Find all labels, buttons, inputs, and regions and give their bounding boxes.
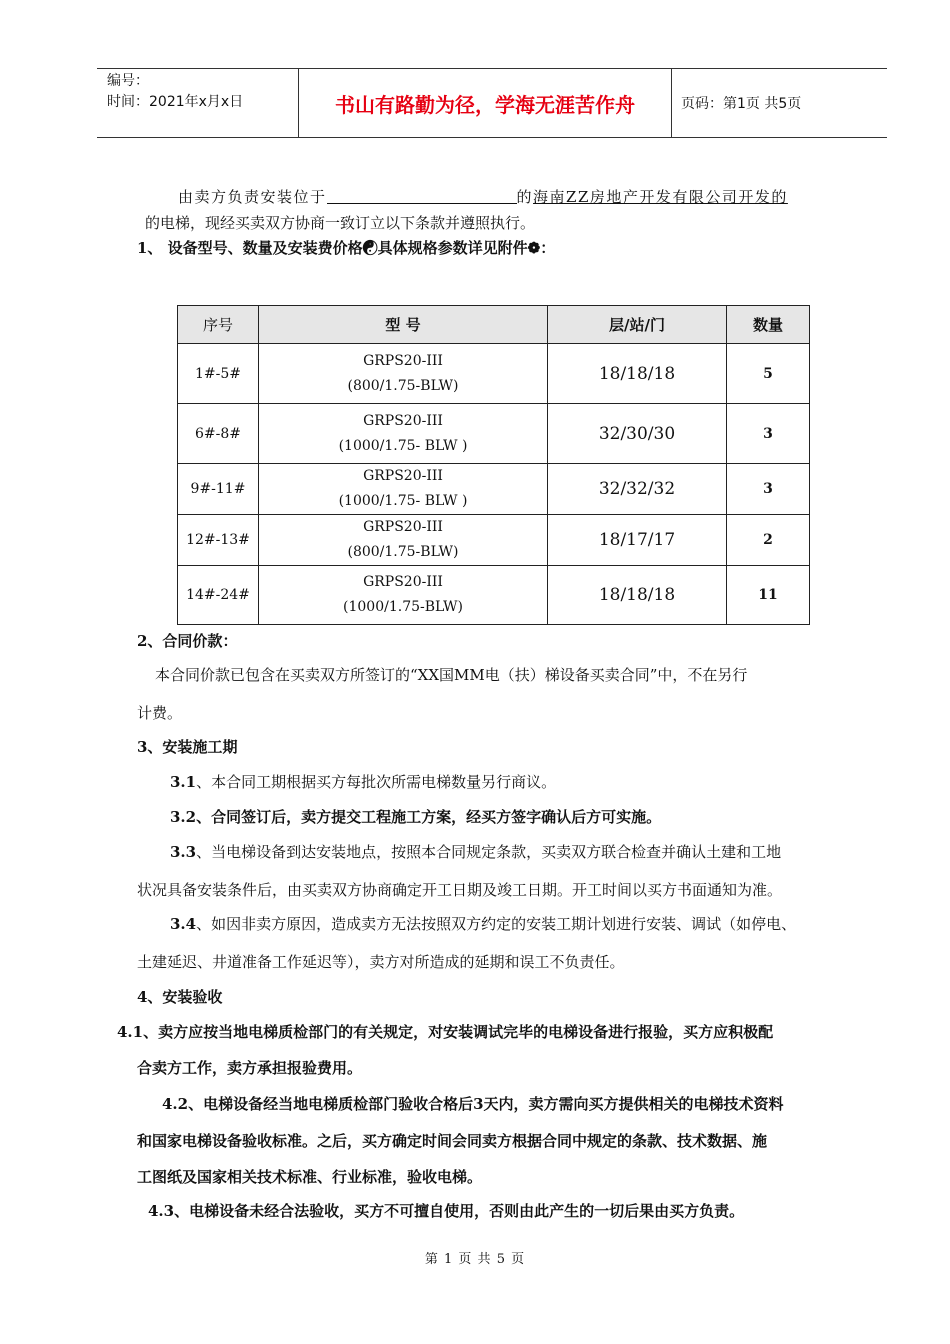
section-2-text-cont: 计费。 bbox=[137, 704, 183, 722]
row-floors: 32/30/30 bbox=[548, 404, 727, 464]
intro-line-1: 由卖方负责安装位于 的海南ZZ房地产开发有限公司开发的 bbox=[178, 188, 788, 206]
clause-4-2-cont2: 工图纸及国家相关技术标准、行业标准，验收电梯。 bbox=[137, 1168, 483, 1186]
section-1-title: 1、 设备型号、数量及安装费价格☯具体规格参数详见附件❁： bbox=[137, 239, 556, 257]
row-qty: 3 bbox=[727, 464, 810, 515]
row-no: 6#-8# bbox=[178, 404, 259, 464]
table-row bbox=[178, 344, 810, 404]
section-3-title: 3、安装施工期 bbox=[137, 738, 238, 756]
header-meta bbox=[97, 69, 299, 137]
clause-3-3-cont: 状况具备安装条件后，由买卖双方协商确定开工日期及竣工日期。开工时间以买方书面通知为准。 bbox=[137, 881, 783, 899]
row-qty: 11 bbox=[727, 566, 810, 625]
clause-3-2: 3.2、合同签订后，卖方提交工程施工方案，经买方签字确认后方可实施。 bbox=[170, 808, 662, 826]
row-model: GRPS20-III (1000/1.75- BLW ) bbox=[259, 464, 548, 515]
header-no: 序号 bbox=[178, 306, 259, 344]
elevator-spec-table bbox=[177, 305, 810, 625]
row-no: 1#-5# bbox=[178, 344, 259, 404]
table-row bbox=[178, 464, 810, 515]
row-no: 9#-11# bbox=[178, 464, 259, 515]
section-2-title: 2、合同价款： bbox=[137, 632, 238, 650]
clause-4-1-cont: 合卖方工作，卖方承担报验费用。 bbox=[137, 1059, 363, 1077]
row-no: 12#-13# bbox=[178, 515, 259, 566]
clause-3-3: 3.3、当电梯设备到达安装地点，按照本合同规定条款，买卖双方联合检查并确认土建和工地 bbox=[170, 843, 782, 861]
developer-name: 海南ZZ房地产开发有限公司开发的 bbox=[533, 188, 788, 206]
row-model: GRPS20-III (1000/1.75-BLW) bbox=[259, 566, 548, 625]
intro-line-2: 的电梯，现经买卖双方协商一致订立以下条款并遵照执行。 bbox=[145, 214, 536, 232]
header-floors: 层/站/门 bbox=[548, 306, 727, 344]
clause-3-4-cont: 土建延迟、井道准备工作延迟等），卖方对所造成的延期和误工不负责任。 bbox=[137, 953, 625, 971]
row-qty: 2 bbox=[727, 515, 810, 566]
row-floors: 32/32/32 bbox=[548, 464, 727, 515]
header-qty: 数量 bbox=[727, 306, 810, 344]
clause-4-3: 4.3、电梯设备未经合法验收，买方不可擅自使用，否则由此产生的一切后果由买方负责。 bbox=[148, 1202, 745, 1220]
clause-3-4: 3.4、如因非卖方原因，造成卖方无法按照双方约定的安装工期计划进行安装、调试（如停电、 bbox=[170, 915, 797, 933]
section-2-text: 本合同价款已包含在买卖双方所签订的“XX国MM电（扶）梯设备买卖合同”中，不在另行 bbox=[155, 666, 748, 684]
page-footer: 第 1 页 共 5 页 bbox=[424, 1252, 526, 1267]
row-model: GRPS20-III (800/1.75-BLW) bbox=[259, 344, 548, 404]
row-model: GRPS20-III (1000/1.75- BLW ) bbox=[259, 404, 548, 464]
table-row bbox=[178, 404, 810, 464]
row-model: GRPS20-III (800/1.75-BLW) bbox=[259, 515, 548, 566]
clause-4-2-cont: 和国家电梯设备验收标准。之后，买方确定时间会同卖方根据合同中规定的条款、技术数据、施 bbox=[137, 1132, 768, 1150]
row-no: 14#-24# bbox=[178, 566, 259, 625]
time-label: 时间：2021年x月x日 bbox=[107, 94, 244, 110]
row-floors: 18/18/18 bbox=[548, 566, 727, 625]
header-motto: 书山有路勤为径，学海无涯苦作舟 bbox=[299, 69, 672, 137]
document-header bbox=[97, 68, 887, 138]
header-page-label: 页码：第1页 共5页 bbox=[681, 96, 802, 112]
row-qty: 5 bbox=[727, 344, 810, 404]
table-header-row bbox=[178, 306, 810, 344]
table-row bbox=[178, 515, 810, 566]
location-blank bbox=[327, 189, 517, 204]
header-model: 型 号 bbox=[259, 306, 548, 344]
table-row bbox=[178, 566, 810, 625]
clause-4-1: 4.1、卖方应按当地电梯质检部门的有关规定，对安装调试完毕的电梯设备进行报验，买方应积极配 bbox=[117, 1023, 774, 1041]
clause-3-1: 3.1、本合同工期根据买方每批次所需电梯数量另行商议。 bbox=[170, 773, 557, 791]
row-floors: 18/18/18 bbox=[548, 344, 727, 404]
clause-4-2: 4.2、电梯设备经当地电梯质检部门验收合格后3天内，卖方需向买方提供相关的电梯技术资料 bbox=[162, 1095, 784, 1113]
row-qty: 3 bbox=[727, 404, 810, 464]
section-4-title: 4、安装验收 bbox=[137, 988, 223, 1006]
row-floors: 18/17/17 bbox=[548, 515, 727, 566]
code-label: 编号： bbox=[107, 73, 149, 89]
